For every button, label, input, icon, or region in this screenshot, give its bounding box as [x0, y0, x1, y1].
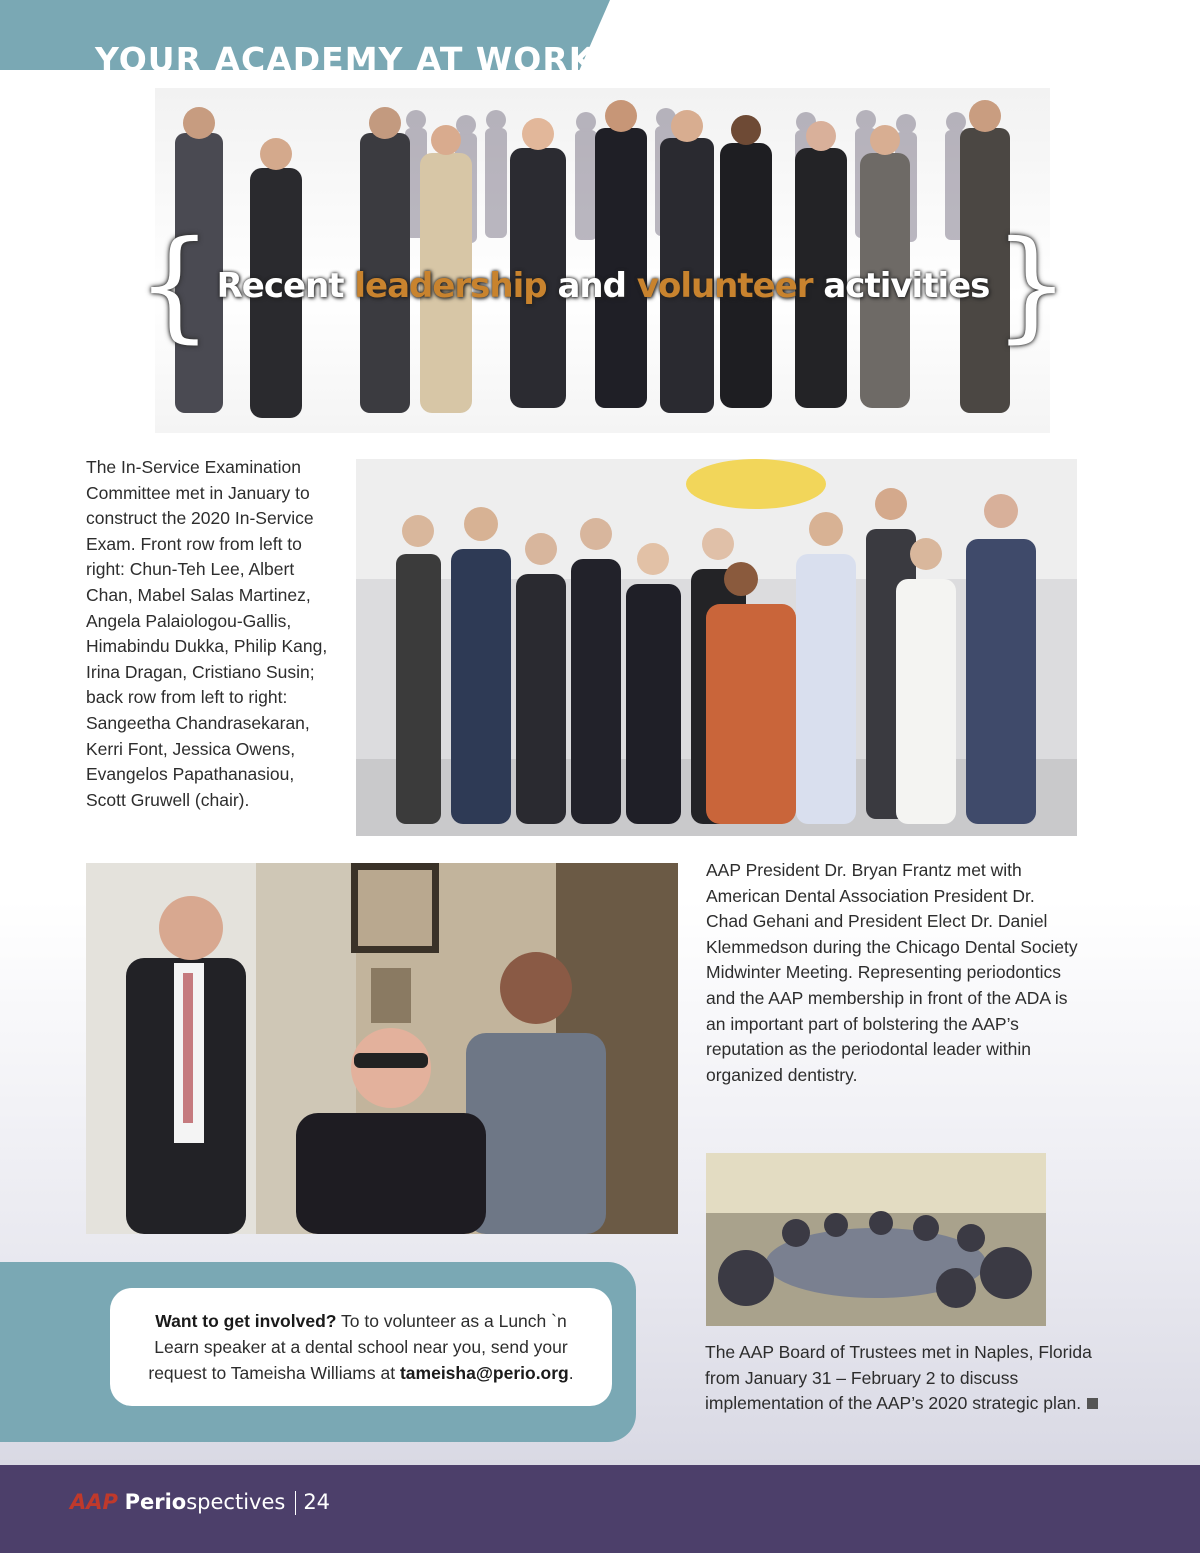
headline-accent-volunteer: volunteer [636, 266, 813, 306]
right-brace: } [993, 216, 1070, 355]
hero-image [136, 88, 1070, 433]
caption-text: The AAP Board of Trustees met in Naples, Florida from January 31 – February 2 to discuss implementation of the AAP’s 2020 strategic plan. [705, 1342, 1092, 1414]
hero-headline [136, 216, 1070, 355]
callout-lead: Want to get involved? [155, 1311, 337, 1331]
end-mark-icon [1087, 1398, 1098, 1409]
brand-perio: Perio [124, 1490, 187, 1514]
footer-brand [70, 1490, 330, 1515]
footer-divider [295, 1491, 296, 1515]
hero-headline-text [213, 266, 994, 306]
headline-part: Recent [216, 266, 355, 306]
section-title: YOUR ACADEMY AT WORK [95, 40, 596, 79]
callout-body: To to volunteer as a Lunch `n Learn speaker at a dental school near you, send your request to Tameisha Williams at [148, 1311, 568, 1383]
caption-inservice-committee: The In-Service Examination Committee met in January to construct the 2020 In-Service Exam. Front row from left to right: Chun-Teh Lee, Albert Chan, Mabel Salas Martinez, Angela Palaiologou-Gallis, Himabindu Dukka, Philip Kang, Irina Dragan, Cristiano Susin; back row from left to right: Sangeetha Chandrasekaran, Kerri Font, Jessica Owens, Evangelos Papathanasiou, Scott Gruwell (chair). [86, 457, 328, 810]
left-brace: { [136, 216, 213, 355]
caption-board-of-trustees [705, 1340, 1115, 1417]
photo-inservice-committee [356, 459, 1077, 836]
photo-board-of-trustees [706, 1153, 1046, 1326]
page-number: 24 [303, 1490, 331, 1514]
photo-aap-ada-presidents [86, 863, 678, 1234]
caption-aap-ada-presidents: AAP President Dr. Bryan Frantz met with American Dental Association President Dr. Chad Gehani and President Elect Dr. Daniel Klemmedson during the Chicago Dental Society Midwinter Meeting. Representing periodontics and the AAP membership in front of the ADA is an important part of bolstering the AAP’s reputation as the periodontal leader within organized dentistry. [706, 860, 1078, 1085]
headline-accent-leadership: leadership [354, 266, 547, 306]
callout-end: . [568, 1363, 574, 1383]
brand-aap: AAP [70, 1490, 118, 1514]
brand-spectives: spectives [186, 1490, 286, 1514]
headline-part: activities [812, 266, 990, 306]
get-involved-callout [110, 1288, 612, 1406]
callout-email-link[interactable]: tameisha@perio.org [399, 1363, 569, 1383]
callout-text [134, 1308, 588, 1386]
headline-part: and [546, 266, 637, 306]
